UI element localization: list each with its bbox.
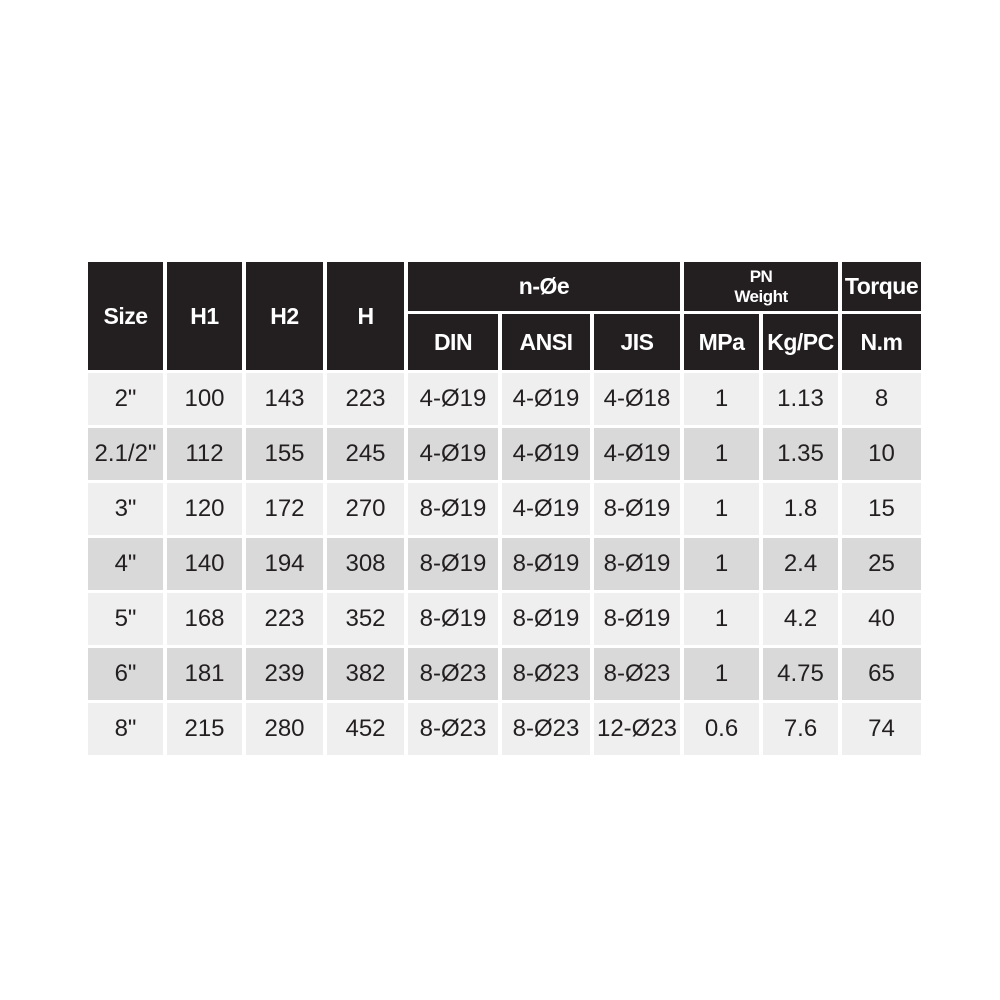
cell-din: 8-Ø23 bbox=[408, 703, 498, 755]
cell-jis: 8-Ø23 bbox=[594, 648, 680, 700]
cell-h: 223 bbox=[327, 373, 404, 425]
header-h: H bbox=[327, 262, 404, 370]
header-mpa: MPa bbox=[684, 314, 759, 370]
cell-h2: 239 bbox=[246, 648, 323, 700]
cell-ansi: 8-Ø23 bbox=[502, 703, 590, 755]
cell-h: 452 bbox=[327, 703, 404, 755]
cell-torque: 15 bbox=[842, 483, 921, 535]
cell-h1: 215 bbox=[167, 703, 242, 755]
table-row bbox=[88, 428, 921, 480]
cell-ansi: 4-Ø19 bbox=[502, 483, 590, 535]
cell-ansi: 4-Ø19 bbox=[502, 373, 590, 425]
table-row bbox=[88, 483, 921, 535]
cell-size: 2" bbox=[88, 373, 163, 425]
cell-h1: 140 bbox=[167, 538, 242, 590]
cell-din: 8-Ø23 bbox=[408, 648, 498, 700]
cell-h: 270 bbox=[327, 483, 404, 535]
spec-table bbox=[84, 259, 925, 758]
table-header bbox=[88, 262, 921, 370]
cell-din: 8-Ø19 bbox=[408, 538, 498, 590]
cell-jis: 4-Ø19 bbox=[594, 428, 680, 480]
cell-h: 352 bbox=[327, 593, 404, 645]
cell-size: 2.1/2" bbox=[88, 428, 163, 480]
cell-jis: 8-Ø19 bbox=[594, 593, 680, 645]
cell-torque: 25 bbox=[842, 538, 921, 590]
header-pn-weight bbox=[684, 262, 838, 311]
cell-size: 4" bbox=[88, 538, 163, 590]
cell-torque: 10 bbox=[842, 428, 921, 480]
cell-h1: 181 bbox=[167, 648, 242, 700]
cell-h1: 120 bbox=[167, 483, 242, 535]
cell-jis: 4-Ø18 bbox=[594, 373, 680, 425]
cell-h2: 155 bbox=[246, 428, 323, 480]
table-body bbox=[88, 373, 921, 755]
cell-mpa: 0.6 bbox=[684, 703, 759, 755]
cell-h1: 112 bbox=[167, 428, 242, 480]
cell-h1: 100 bbox=[167, 373, 242, 425]
cell-din: 4-Ø19 bbox=[408, 373, 498, 425]
header-ansi: ANSI bbox=[502, 314, 590, 370]
header-pn: PN bbox=[749, 266, 773, 286]
cell-kg: 4.75 bbox=[763, 648, 838, 700]
header-size: Size bbox=[88, 262, 163, 370]
cell-kg: 1.13 bbox=[763, 373, 838, 425]
cell-h2: 143 bbox=[246, 373, 323, 425]
table-row bbox=[88, 648, 921, 700]
header-kg-pc: Kg/PC bbox=[763, 314, 838, 370]
table-row bbox=[88, 593, 921, 645]
cell-din: 8-Ø19 bbox=[408, 483, 498, 535]
cell-torque: 74 bbox=[842, 703, 921, 755]
cell-kg: 1.8 bbox=[763, 483, 838, 535]
cell-din: 8-Ø19 bbox=[408, 593, 498, 645]
header-h1: H1 bbox=[167, 262, 242, 370]
cell-h: 308 bbox=[327, 538, 404, 590]
cell-jis: 12-Ø23 bbox=[594, 703, 680, 755]
cell-mpa: 1 bbox=[684, 648, 759, 700]
cell-ansi: 4-Ø19 bbox=[502, 428, 590, 480]
cell-h2: 194 bbox=[246, 538, 323, 590]
cell-kg: 1.35 bbox=[763, 428, 838, 480]
cell-h: 245 bbox=[327, 428, 404, 480]
cell-h2: 223 bbox=[246, 593, 323, 645]
header-torque: Torque bbox=[842, 262, 921, 311]
cell-torque: 40 bbox=[842, 593, 921, 645]
table-row bbox=[88, 703, 921, 755]
cell-din: 4-Ø19 bbox=[408, 428, 498, 480]
table-row bbox=[88, 373, 921, 425]
cell-ansi: 8-Ø23 bbox=[502, 648, 590, 700]
cell-kg: 2.4 bbox=[763, 538, 838, 590]
header-h2: H2 bbox=[246, 262, 323, 370]
cell-h: 382 bbox=[327, 648, 404, 700]
cell-kg: 7.6 bbox=[763, 703, 838, 755]
cell-size: 3" bbox=[88, 483, 163, 535]
cell-kg: 4.2 bbox=[763, 593, 838, 645]
cell-torque: 8 bbox=[842, 373, 921, 425]
cell-ansi: 8-Ø19 bbox=[502, 538, 590, 590]
cell-h1: 168 bbox=[167, 593, 242, 645]
cell-mpa: 1 bbox=[684, 428, 759, 480]
table-row bbox=[88, 538, 921, 590]
header-torque-unit: N.m bbox=[842, 314, 921, 370]
cell-torque: 65 bbox=[842, 648, 921, 700]
header-weight: Weight bbox=[734, 286, 788, 306]
cell-size: 5" bbox=[88, 593, 163, 645]
header-din: DIN bbox=[408, 314, 498, 370]
cell-mpa: 1 bbox=[684, 593, 759, 645]
header-jis: JIS bbox=[594, 314, 680, 370]
header-bolt-group: n-Øe bbox=[408, 262, 680, 311]
cell-mpa: 1 bbox=[684, 373, 759, 425]
cell-mpa: 1 bbox=[684, 483, 759, 535]
cell-ansi: 8-Ø19 bbox=[502, 593, 590, 645]
cell-jis: 8-Ø19 bbox=[594, 483, 680, 535]
cell-h2: 280 bbox=[246, 703, 323, 755]
cell-jis: 8-Ø19 bbox=[594, 538, 680, 590]
cell-h2: 172 bbox=[246, 483, 323, 535]
cell-size: 6" bbox=[88, 648, 163, 700]
cell-mpa: 1 bbox=[684, 538, 759, 590]
cell-size: 8" bbox=[88, 703, 163, 755]
